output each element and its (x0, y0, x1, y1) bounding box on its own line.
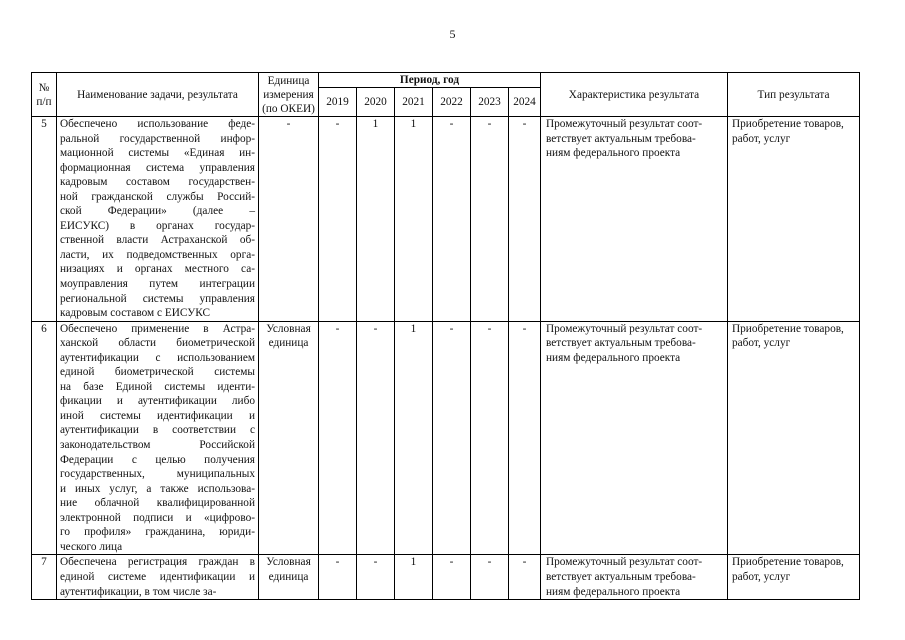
text-line: ской Федерации» (далее – (60, 205, 255, 218)
row-number: 6 (32, 321, 57, 555)
text-line: Приобретение товаров, (732, 322, 844, 335)
value-2023: - (471, 555, 509, 600)
text-line: работ, услуг (732, 570, 791, 583)
text-line: кадровым составом с ЕИСУКС (60, 307, 211, 320)
text-line: ласти, их подведомственных орга- (60, 248, 255, 261)
task-lines (60, 322, 255, 555)
result-type (728, 555, 860, 600)
year-header: 2023 (471, 88, 509, 117)
text-line: электронной подписи и «цифрово- (60, 511, 255, 524)
text-line: государственных, муниципальных (60, 468, 255, 481)
text-line: низациях и органах местного са- (60, 263, 255, 276)
value-2021: 1 (395, 555, 433, 600)
text-line: ческого лица (60, 540, 123, 553)
value-2021: 1 (395, 321, 433, 555)
page-number: 5 (449, 27, 456, 41)
text-line: ЕИСУКС) в органах государ- (60, 219, 255, 232)
results-table (31, 72, 860, 600)
task-lines (60, 555, 255, 599)
table-row (32, 555, 860, 600)
text-line: Приобретение товаров, (732, 556, 844, 569)
text-line: ральной государственной инфор- (60, 132, 255, 145)
text-line: Промежуточный результат соот- (546, 322, 703, 335)
text-line: Федерации с целью получения (60, 453, 255, 466)
table-row (32, 321, 860, 555)
text-line: Обеспечено использование феде- (60, 118, 255, 130)
text-line: ниям федерального проекта (546, 351, 681, 364)
text-line: Приобретение товаров, (732, 118, 844, 130)
text-line: аутентификации с использованием (60, 351, 255, 364)
value-2020: - (357, 555, 395, 600)
value-2021: 1 (395, 117, 433, 322)
unit-cell: Условная единица (259, 321, 319, 555)
text-line: ние облачной квалифицированной (60, 497, 255, 510)
text-line: и иных услуг, а также использова- (60, 482, 255, 495)
col-header-task: Наименование задачи, результата (57, 73, 259, 117)
value-2022: - (433, 555, 471, 600)
table-row (32, 117, 860, 322)
text-line: законодательством Российской (60, 439, 255, 452)
unit-cell: - (259, 117, 319, 322)
text-line: ственной власти Астраханской об- (60, 234, 255, 247)
col-header-number: № п/п (32, 73, 57, 117)
year-header: 2024 (509, 88, 541, 117)
task-description (57, 321, 259, 555)
year-header: 2020 (357, 88, 395, 117)
value-2023: - (471, 117, 509, 322)
col-header-period: Период, год (319, 73, 541, 88)
text-line: ной гражданской службы Россий- (60, 190, 255, 203)
result-type (728, 321, 860, 555)
text-line: аутентификации, в том числе за- (60, 585, 217, 598)
result-type (728, 117, 860, 322)
result-characteristic (541, 555, 728, 600)
value-2019: - (319, 555, 357, 600)
col-header-unit: Единица измерения (по ОКЕИ) (259, 73, 319, 117)
text-line: работ, услуг (732, 132, 791, 145)
text-line: ханской области биометрической (60, 337, 255, 350)
text-line: Промежуточный результат соот- (546, 118, 703, 130)
header-row-1 (32, 73, 860, 88)
value-2022: - (433, 117, 471, 322)
text-line: Обеспечена регистрация граждан в (60, 556, 255, 569)
value-2020: 1 (357, 117, 395, 322)
text-line: работ, услуг (732, 337, 791, 350)
result-characteristic (541, 117, 728, 322)
text-line: региональной системы управления (60, 292, 255, 305)
value-2022: - (433, 321, 471, 555)
value-2023: - (471, 321, 509, 555)
value-2024: - (509, 321, 541, 555)
text-line: ветствует актуальным требова- (546, 337, 696, 350)
value-2019: - (319, 117, 357, 322)
result-characteristic (541, 321, 728, 555)
text-line: ниям федерального проекта (546, 585, 681, 598)
text-line: на базе Единой системы иденти- (60, 380, 255, 393)
task-description (57, 117, 259, 322)
text-line: мационной системы «Единая ин- (60, 147, 255, 160)
value-2020: - (357, 321, 395, 555)
text-line: единой системе идентификации и (60, 570, 255, 583)
text-line: фикации и аутентификации либо (60, 395, 255, 408)
year-header: 2019 (319, 88, 357, 117)
value-2024: - (509, 117, 541, 322)
text-line: аутентификации в соответствии с (60, 424, 255, 437)
year-header: 2021 (395, 88, 433, 117)
task-description (57, 555, 259, 600)
row-number: 7 (32, 555, 57, 600)
text-line: моуправления путем интеграции (60, 278, 255, 291)
value-2019: - (319, 321, 357, 555)
year-header: 2022 (433, 88, 471, 117)
value-2024: - (509, 555, 541, 600)
text-line: ветствует актуальным требова- (546, 132, 696, 145)
task-lines (60, 117, 255, 321)
text-line: ниям федерального проекта (546, 147, 681, 160)
text-line: иной системы идентификации и (60, 409, 255, 422)
text-line: кадровым составом государствен- (60, 176, 255, 189)
text-line: Промежуточный результат соот- (546, 556, 703, 569)
text-line: формационная система управления (60, 161, 255, 174)
row-number: 5 (32, 117, 57, 322)
col-header-characteristic: Характеристика результата (541, 73, 728, 117)
text-line: ветствует актуальным требова- (546, 570, 696, 583)
text-line: го профиля» гражданина, юриди- (60, 526, 255, 539)
text-line: Обеспечено применение в Астра- (60, 322, 255, 335)
text-line: единой биометрической системы (60, 366, 255, 379)
unit-cell: Условная единица (259, 555, 319, 600)
col-header-type: Тип результата (728, 73, 860, 117)
